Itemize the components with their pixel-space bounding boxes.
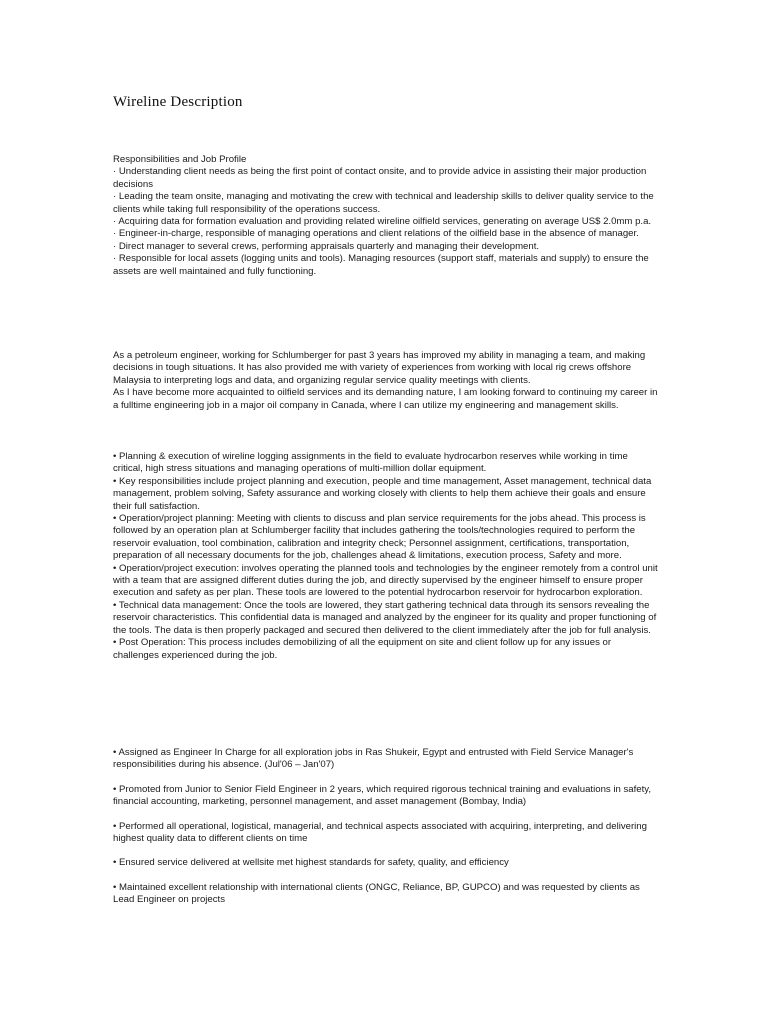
achievements-section bbox=[113, 747, 658, 919]
list-item: • Planning & execution of wireline logging assignments in the field to evaluate hydrocarbon reserves while working in time critical, high stress situations and managing operations of multi-million dollar equipment. bbox=[113, 451, 628, 475]
list-item: · Responsible for local assets (logging units and tools). Managing resources (support staff, materials and supply) to ensure the assets are well maintained and fully functioning. bbox=[113, 253, 649, 277]
list-item: • Post Operation: This process includes demobilizing of all the equipment on site and client follow up for any issues or challenges experienced during the job. bbox=[113, 637, 612, 661]
section-heading: Responsibilities and Job Profile bbox=[113, 154, 247, 165]
list-item: · Acquiring data for formation evaluation and providing related wireline oilfield services, generating on average US$ 2.0mm p.a. bbox=[113, 216, 652, 228]
list-item: · Leading the team onsite, managing and motivating the crew with technical and leadership skills to deliver quality service to the clients while taking full responsibility of the operations success. bbox=[113, 191, 654, 215]
responsibilities-section bbox=[113, 154, 658, 278]
paragraph: As I have become more acquainted to oilfield services and its demanding nature, I am looking forward to continuing my career in a fulltime engineering job in a major oil company in Canada, where I can utilize my engineering and management skills. bbox=[113, 387, 658, 411]
duties-section bbox=[113, 451, 658, 662]
list-item: • Ensured service delivered at wellsite met highest standards for safety, quality, and efficiency bbox=[113, 857, 509, 869]
list-item: • Technical data management: Once the tools are lowered, they start gathering technical data through its sensors revealing the reservoir characteristics. This confidential data is managed and analyzed by the engineer for its quality and proper functioning of the tools. The data is then properly packaged and secured then delivered to the client immediately after the job for full analysis. bbox=[113, 599, 657, 636]
document-title: Wireline Description bbox=[113, 94, 243, 110]
list-item: • Performed all operational, logistical, managerial, and technical aspects associated with acquiring, interpreting, and delivering highest quality data to different clients on time bbox=[113, 820, 647, 845]
list-item: • Operation/project planning: Meeting with clients to discuss and plan service requirements for the jobs ahead. This process is followed by an operation plan at Schlumberger facility that includes gathering the tools/technologies required to perform the reservoir evaluation, tool combination, calibration and integrity check; Personnel assignment, certifications, transportation, preparation of all necessary documents for the job, challenges ahead & limitations, execution process, Safety and more. bbox=[113, 513, 646, 562]
list-item: · Direct manager to several crews, performing appraisals quarterly and managing their development. bbox=[113, 240, 540, 252]
list-item: • Maintained excellent relationship with international clients (ONGC, Reliance, BP, GUPCO) and was requested by clients as Lead Engineer on projects bbox=[113, 881, 640, 906]
list-item: • Operation/project execution: involves operating the planned tools and technologies by the engineer remotely from a control unit with a team that are assigned different duties during the job, and directly supervised by the engineer himself to ensure proper execution and safety as per plan. These tools are lowered to the potential hydrocarbon reservoir for hydrocarbon exploration. bbox=[113, 562, 658, 599]
list-item: • Assigned as Engineer In Charge for all exploration jobs in Ras Shukeir, Egypt and entrusted with Field Service Manager's responsibilities during his absence. (Jul'06 – Jan'07) bbox=[113, 747, 634, 771]
list-item: · Understanding client needs as being the first point of contact onsite, and to provide advice in assisting their major production decisions bbox=[113, 166, 647, 190]
list-item: • Promoted from Junior to Senior Field Engineer in 2 years, which required rigorous technical training and evaluations in safety, financial accounting, marketing, personnel management, and asset management (Bombay, India) bbox=[113, 783, 652, 808]
paragraph: As a petroleum engineer, working for Schlumberger for past 3 years has improved my ability in managing a team, and making decisions in tough situations. It has also provided me with variety of experiences from working with local rig crews offshore Malaysia to interpreting logs and data, and organizing regular service quality meetings with clients. bbox=[113, 350, 646, 386]
summary-section bbox=[113, 350, 658, 412]
list-item: • Key responsibilities include project planning and execution, people and time management, Asset management, technical data management, problem solving, Safety assurance and working closely with clients to help them achieve their goals and ensure their full satisfaction. bbox=[113, 475, 652, 512]
list-item: · Engineer-in-charge, responsible of managing operations and client relations of the oilfield base in the absence of manager. bbox=[113, 228, 639, 240]
